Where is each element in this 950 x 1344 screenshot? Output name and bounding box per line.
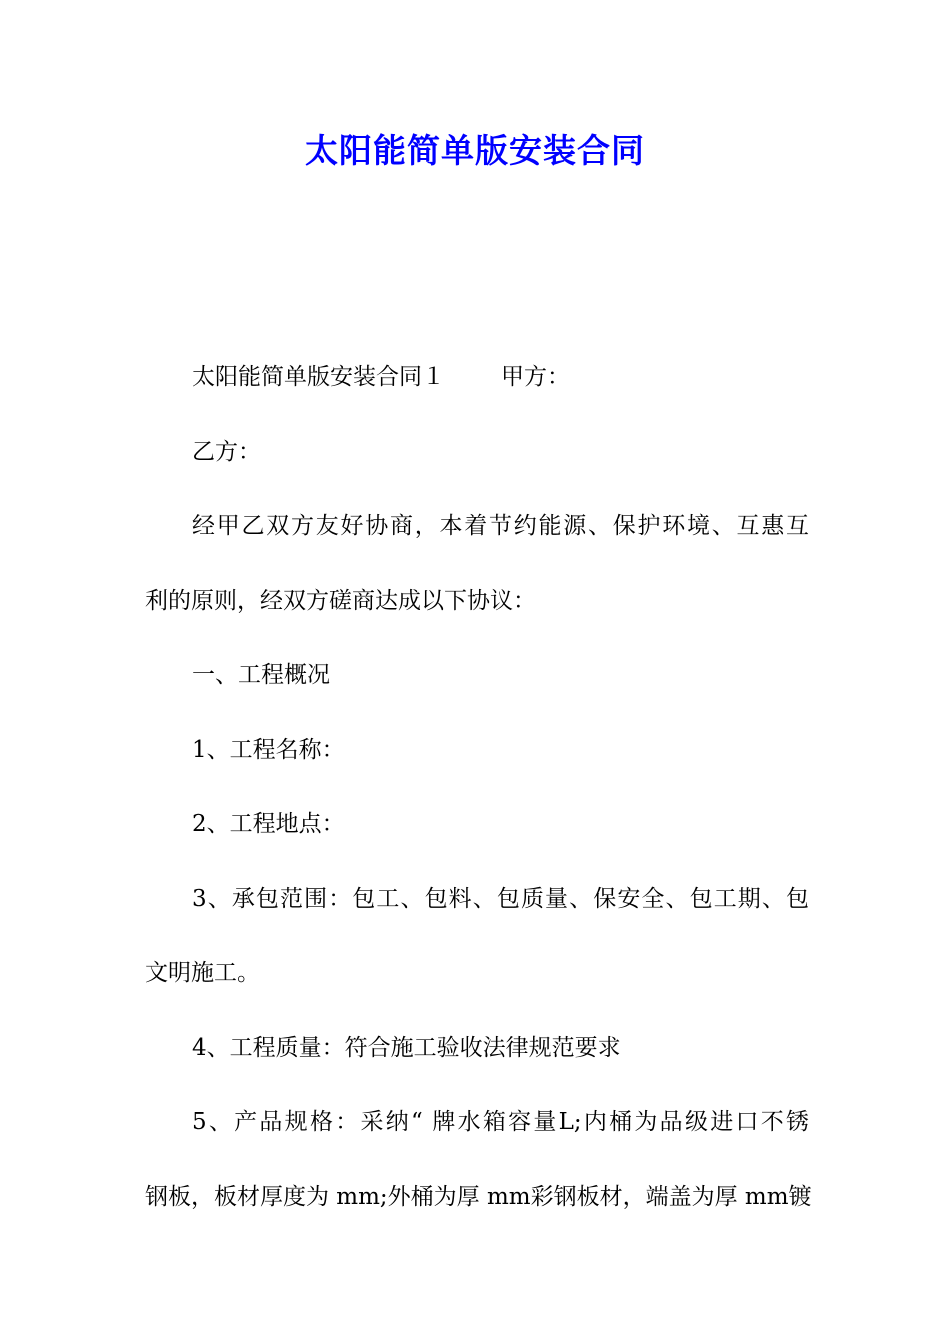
item-product-spec: 5、产品规格：采纳“ 牌水箱容量L;内桶为品级进口不锈 bbox=[192, 1109, 809, 1135]
paragraph-line-1 bbox=[145, 340, 809, 415]
item-project-location: 2、工程地点： bbox=[192, 811, 345, 837]
section-heading-1: 一、工程概况 bbox=[192, 662, 330, 688]
contract-subtitle: 太阳能简单版安装合同１ bbox=[192, 364, 445, 390]
item-contract-scope-cont: 文明施工。 bbox=[145, 960, 260, 986]
paragraph-line-3: 经甲乙双方友好协商，本着节约能源、保护环境、互惠互 bbox=[192, 513, 809, 539]
item-project-quality: 4、工程质量：符合施工验收法律规范要求 bbox=[192, 1034, 621, 1061]
paragraph-line-4: 利的原则，经双方磋商达成以下协议： bbox=[145, 587, 536, 614]
item-contract-scope: 3、承包范围：包工、包料、包质量、保安全、包工期、包 bbox=[192, 885, 809, 912]
item-project-name: 1、工程名称： bbox=[192, 736, 345, 763]
document-body bbox=[145, 340, 812, 1234]
document-title: 太阳能简单版安装合同 bbox=[305, 131, 645, 170]
party-a-label: 甲方： bbox=[501, 364, 570, 390]
item-product-spec-cont: 钢板，板材厚度为 mm;外桶为厚 mm彩钢板材，端盖为厚 mm镀 bbox=[145, 1183, 812, 1210]
party-b-label: 乙方： bbox=[192, 438, 261, 465]
